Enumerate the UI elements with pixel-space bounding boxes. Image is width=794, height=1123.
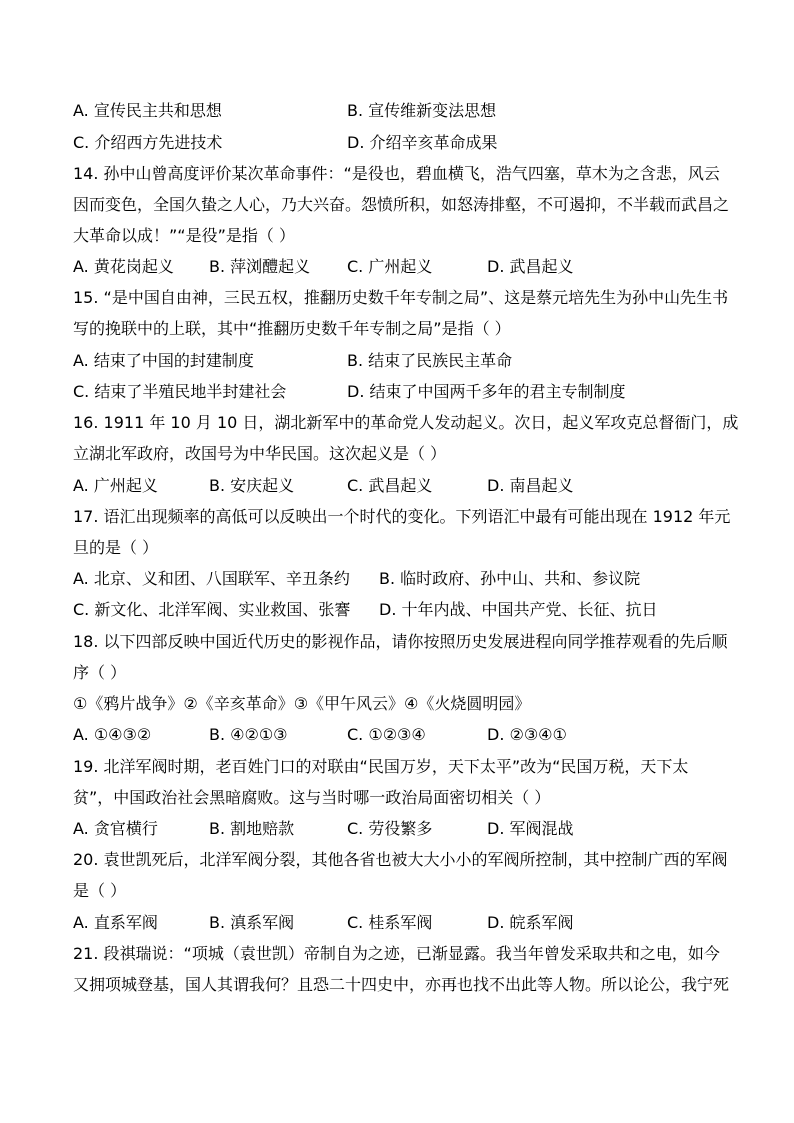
q20-option-d: D. 皖系军阀 [487,913,574,932]
q16-option-b: B. 安庆起义 [209,476,295,495]
q17-stem-line-1: 17. 语汇出现频率的高低可以反映出一个时代的变化。下列语汇中最有可能出现在 1912 年元 [73,507,731,526]
q13-option-b: B. 宣传维新变法思想 [347,101,497,120]
q20-option-c: C. 桂系军阀 [347,913,433,932]
q17-stem-line-2: 旦的是（ ） [73,538,159,557]
q14-stem-line-3: 大革命以成！”“是役”是指（ ） [73,226,295,245]
q19-option-d: D. 军阀混战 [487,819,574,838]
q17-option-c: C. 新文化、北洋军阀、实业救国、张謇 [73,600,351,619]
q21-stem-line-2: 又拥项城登基，国人其谓我何？且恐二十四史中，亦再也找不出此等人物。所以论公，我宁死 [73,975,730,994]
q20-stem-line-1: 20. 袁世凯死后，北洋军阀分裂，其他各省也被大大小小的军阀所控制，其中控制广西的军阀 [73,850,728,869]
q14-option-c: C. 广州起义 [347,257,433,276]
q13-option-a: A. 宣传民主共和思想 [73,101,222,120]
q15-stem-line-1: 15. “是中国自由神，三民五权，推翻历史数千年专制之局”、这是蔡元培先生为孙中山先生书 [73,288,729,307]
q19-option-a: A. 贪官横行 [73,819,158,838]
q18-stem-line-1: 18. 以下四部反映中国近代历史的影视作品，请你按照历史发展进程向同学推荐观看的先后顺 [73,632,728,651]
q13-option-c: C. 介绍西方先进技术 [73,133,223,152]
q18-option-b: B. ④②①③ [209,725,288,744]
q18-option-c: C. ①②③④ [347,725,426,744]
q18-stem-line-3: ①《鸦片战争》②《辛亥革命》③《甲午风云》④《火烧圆明园》 [73,694,531,713]
q16-stem-line-1: 16. 1911 年 10 月 10 日，湖北新军中的革命党人发动起义。次日，起义军攻克总督衙门，成 [73,413,739,432]
q19-stem-line-1: 19. 北洋军阀时期，老百姓门口的对联由“民国万岁，天下太平”改为“民国万税，天下太 [73,757,689,776]
q18-option-a: A. ①④③② [73,725,152,744]
q14-stem-line-1: 14. 孙中山曾高度评价某次革命事件：“是役也，碧血横飞，浩气四塞，草木为之含悲，风云 [73,164,720,183]
q15-option-d: D. 结束了中国两千多年的君主专制制度 [347,382,626,401]
q17-option-d: D. 十年内战、中国共产党、长征、抗日 [379,600,658,619]
q20-option-b: B. 滇系军阀 [209,913,295,932]
q16-option-c: C. 武昌起义 [347,476,433,495]
q16-option-a: A. 广州起义 [73,476,158,495]
q17-option-b: B. 临时政府、孙中山、共和、参议院 [379,569,641,588]
q14-option-d: D. 武昌起义 [487,257,574,276]
q20-stem-line-2: 是（ ） [73,881,127,900]
q19-option-c: C. 劳役繁多 [347,819,433,838]
q19-stem-line-2: 贫”，中国政治社会黑暗腐败。这与当时哪一政治局面密切相关（ ） [73,788,551,807]
q15-option-b: B. 结束了民族民主革命 [347,351,513,370]
q16-stem-line-2: 立湖北军政府，改国号为中华民国。这次起义是（ ） [73,444,447,463]
q19-option-b: B. 割地赔款 [209,819,295,838]
q14-stem-line-2: 因而变色，全国久蛰之人心，乃大兴奋。怨愤所积，如怒涛排壑，不可遏抑，不半载而武昌之 [73,195,730,214]
q14-option-a: A. 黄花岗起义 [73,257,174,276]
q15-option-a: A. 结束了中国的封建制度 [73,351,254,370]
q15-stem-line-2: 写的挽联中的上联，其中“推翻历史数千年专制之局”是指（ ） [73,319,511,338]
q20-option-a: A. 直系军阀 [73,913,158,932]
q16-option-d: D. 南昌起义 [487,476,574,495]
q21-stem-line-1: 21. 段祺瑞说：“项城（袁世凯）帝制自为之迹，已渐显露。我当年曾发采取共和之电，如今 [73,944,720,963]
q13-option-d: D. 介绍辛亥革命成果 [347,133,498,152]
q14-option-b: B. 萍浏醴起义 [209,257,311,276]
q15-option-c: C. 结束了半殖民地半封建社会 [73,382,287,401]
q18-stem-line-2: 序（ ） [73,663,127,682]
q17-option-a: A. 北京、义和团、八国联军、辛丑条约 [73,569,350,588]
q18-option-d: D. ②③④① [487,725,567,744]
